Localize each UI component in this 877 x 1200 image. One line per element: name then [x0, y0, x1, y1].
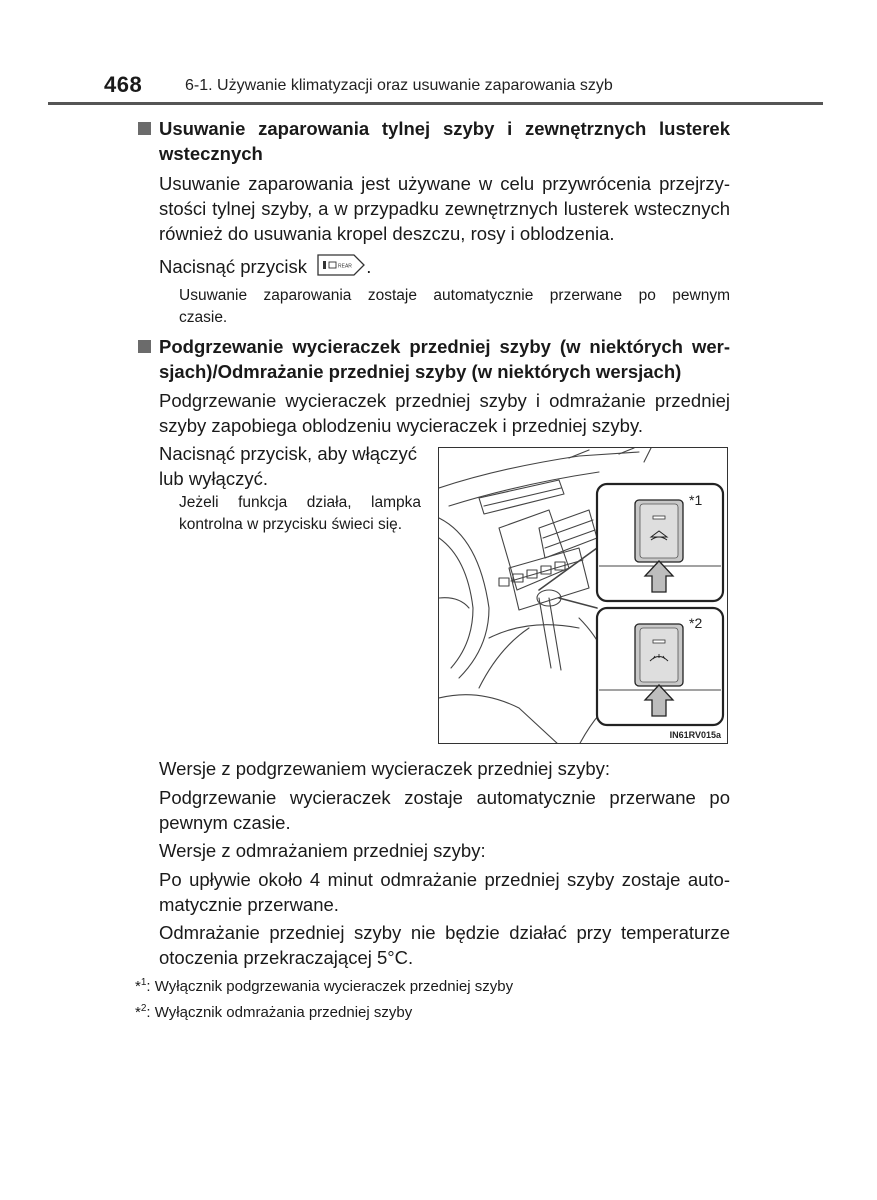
text-line: Usuwanie zaparowania jest używane w celu przywrócenia przejrzy- [159, 173, 730, 194]
versions-deicer-heading: Wersje z odmrażaniem przedniej szyby: [159, 840, 486, 861]
dashboard-drawing [439, 448, 728, 744]
text-line: Podgrzewanie wycieraczek przedniej szyby i odmrażanie przedniej [159, 390, 730, 411]
heading-line: Podgrzewanie wycieraczek przedniej szyby (w niektórych wer- [159, 336, 730, 357]
text-line: Podgrzewanie wycieraczek zostaje automatycznie przerwane po [159, 787, 730, 808]
text-line: Nacisnąć przycisk, aby włączyć [159, 443, 418, 464]
note-line: Jeżeli funkcja działa, lampka [179, 494, 421, 511]
section-bullet-square [138, 340, 151, 353]
dashboard-illustration [438, 447, 728, 744]
section-bullet-square [138, 122, 151, 135]
heading-line: wstecznych [159, 143, 263, 164]
text-line: Odmrażanie przedniej szyby nie będzie działać przy temperaturze [159, 922, 730, 943]
instruction-text: Nacisnąć przycisk [159, 255, 308, 277]
footnote-text: : Wyłącznik odmrażania przedniej szyby [146, 1004, 413, 1021]
footnote-mark: * [135, 1004, 141, 1021]
figure-code: IN61RV015a [669, 730, 721, 740]
footnote-text: : Wyłącznik podgrzewania wycieraczek przedniej szyby [146, 978, 514, 995]
text-line: szyby zapobiega oblodzeniu wycieraczek i przedniej szyby. [159, 415, 643, 436]
deicer-auto-off-note [159, 867, 730, 917]
heading-line: sjach)/Odmrażanie przedniej szyby (w niektórych wersjach) [159, 361, 682, 382]
text-line: pewnym czasie. [159, 812, 291, 833]
note-line: Usuwanie zaparowania zostaje automatycznie przerwane po pewnym [179, 287, 730, 304]
note-line: czasie. [179, 309, 228, 326]
callout-2: *2 [689, 615, 703, 631]
section-heading-rear-defogger [159, 116, 730, 166]
text-line: matycznie przerwane. [159, 894, 339, 915]
rear-button-label: REAR [338, 263, 353, 270]
instruction-period: . [366, 255, 372, 277]
text-line: lub wyłączyć. [159, 468, 268, 489]
wiper-auto-off-note [159, 785, 730, 835]
temperature-limit-note [159, 920, 730, 970]
callout-1: *1 [689, 492, 703, 508]
press-rear-button-instruction [159, 253, 730, 283]
footnote-2 [135, 999, 412, 1023]
footnote-number: 2 [140, 1003, 147, 1014]
note-line: kontrolna w przycisku świeci się. [179, 516, 403, 533]
press-toggle-instruction [159, 441, 429, 491]
text-line: Po upływie około 4 minut odmrażanie przedniej szyby zostaje auto- [159, 869, 730, 890]
indicator-note [179, 492, 421, 536]
rear-defogger-button-icon [316, 253, 366, 283]
footnote-1 [135, 973, 513, 997]
heading-line: Usuwanie zaparowania tylnej szyby i zewnętrznych lusterek [159, 118, 730, 139]
footnote-mark: * [135, 978, 141, 995]
text-line: stości tylnej szyby, a w przypadku zewnętrznych lusterek wstecznych [159, 198, 730, 219]
chapter-title: 6-1. Używanie klimatyzacji oraz usuwanie zaparowania szyb [185, 77, 613, 94]
section-heading-wiper-deicer [159, 334, 730, 384]
rear-defogger-note [179, 285, 730, 329]
wiper-deicer-description [159, 388, 730, 438]
footnote-number: 1 [140, 977, 147, 988]
rear-defogger-description [159, 171, 730, 246]
text-line: otoczenia przekraczającej 5°C. [159, 947, 414, 968]
page-number: 468 [104, 72, 143, 97]
header-rule [48, 102, 823, 105]
versions-wiper-heading: Wersje z podgrzewaniem wycieraczek przedniej szyby: [159, 758, 611, 779]
text-line: również do usuwania kropel deszczu, rosy i oblodzenia. [159, 223, 615, 244]
